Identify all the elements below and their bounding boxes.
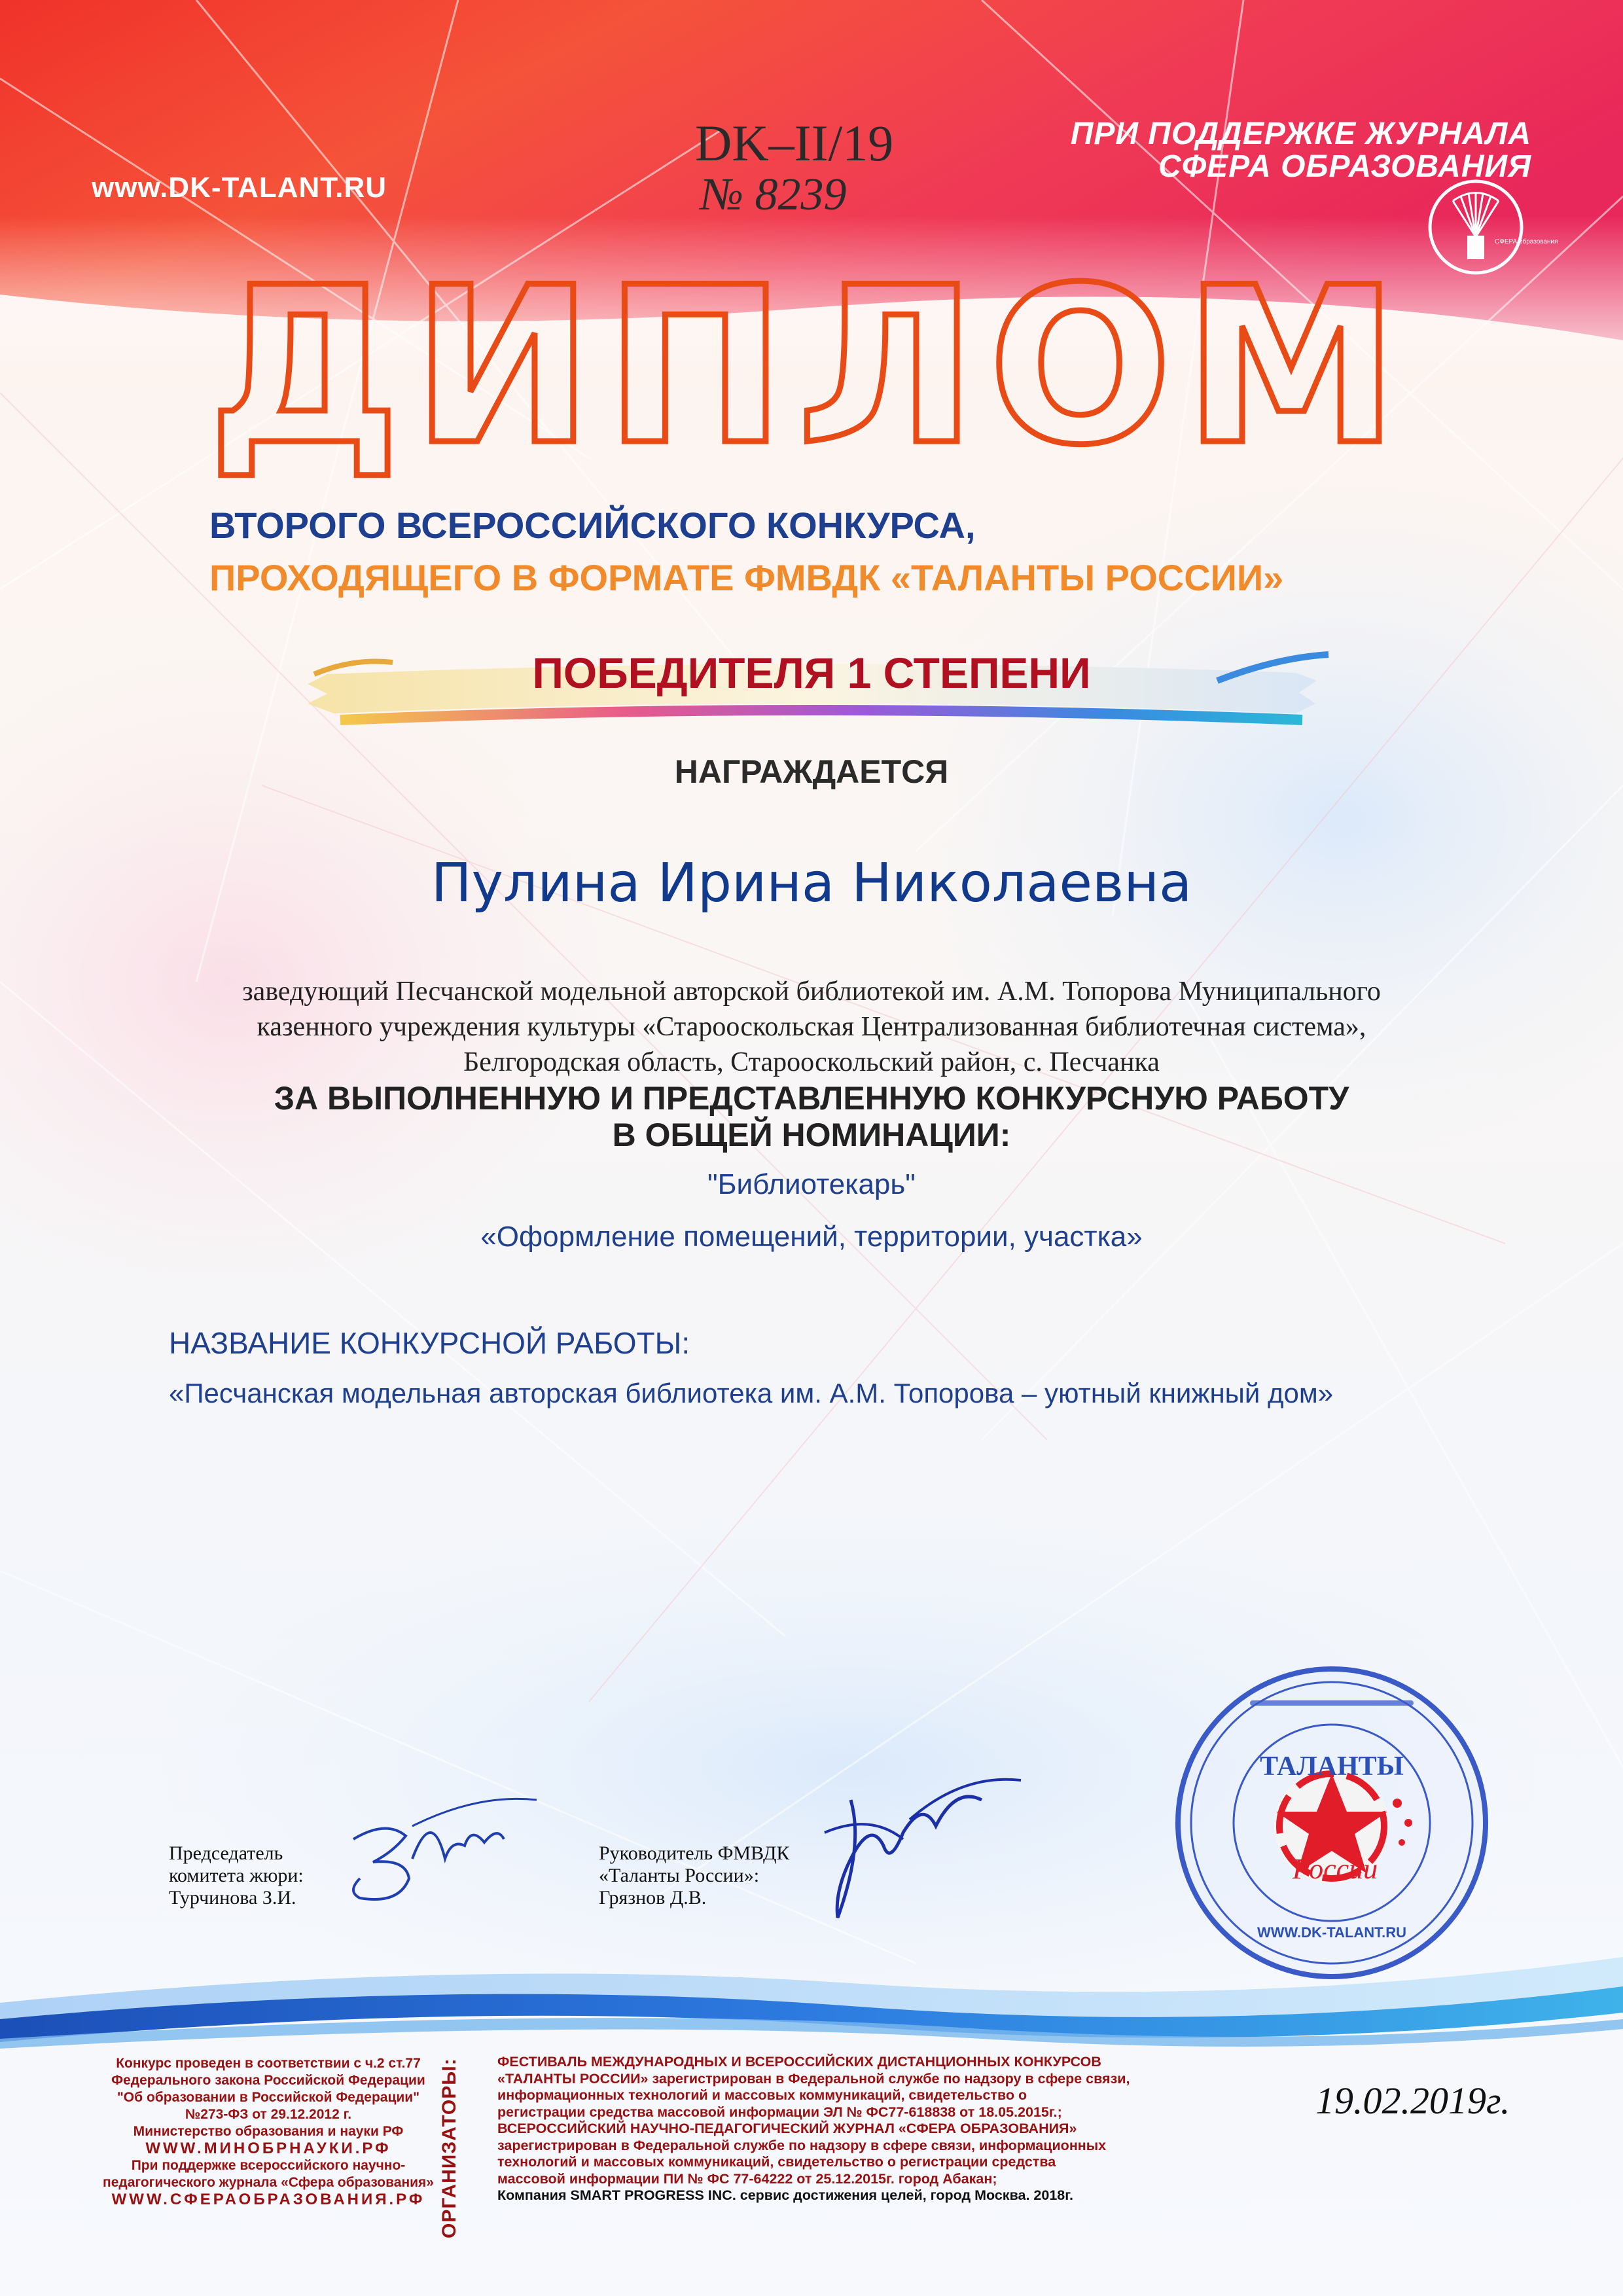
director-signature — [812, 1761, 1027, 1931]
minobrnauki-link[interactable]: WWW.МИНОБРНАУКИ.РФ — [145, 2140, 391, 2157]
footer-left-line: педагогического журнала «Сфера образования» — [103, 2175, 434, 2190]
director-role-1: Руководитель ФМВДК — [599, 1842, 790, 1864]
footer-center-line: зарегистрирован в Федеральной службе по надзору в сфере связи, информационных — [497, 2137, 1107, 2153]
organizers-label: ОРГАНИЗАТОРЫ: — [438, 2058, 460, 2238]
support-line-2: СФЕРА ОБРАЗОВАНИЯ — [1158, 149, 1531, 184]
work-title-label: НАЗВАНИЕ КОНКУРСНОЙ РАБОТЫ: — [169, 1326, 690, 1360]
description-line: заведующий Песчанской модельной авторской библиотекой им. А.М. Топорова Муниципального — [242, 977, 1381, 1007]
support-text — [1071, 118, 1531, 183]
director-role-2: «Таланты России»: — [599, 1865, 760, 1886]
sfera-link[interactable]: WWW.СФЕРАОБРАЗОВАНИЯ.РФ — [111, 2191, 425, 2208]
seal-top-text: ТАЛАНТЫ — [1260, 1751, 1404, 1782]
support-line-1: ПРИ ПОДДЕРЖКЕ ЖУРНАЛА — [1070, 117, 1531, 151]
footer-center-line: «ТАЛАНТЫ РОССИИ» зарегистрирован в Федеральной службе по надзору в сфере связи, — [497, 2070, 1130, 2087]
degree-label: ПОБЕДИТЕЛЯ 1 СТЕПЕНИ — [532, 649, 1091, 697]
diploma-code: DK–II/19 — [695, 115, 894, 171]
chairman-name: Турчинова З.И. — [169, 1887, 296, 1909]
footer-organizers — [497, 2054, 1243, 2204]
subnomination: «Оформление помещений, территории, участка» — [480, 1221, 1143, 1253]
work-title: «Песчанская модельная авторская библиотека им. А.М. Топорова – уютный книжный дом» — [169, 1378, 1334, 1408]
footer-center-line: массовой информации ПИ № ФС 77-64222 от 25.12.2015г. город Абакан; — [497, 2170, 997, 2187]
award-reason-line-1: ЗА ВЫПОЛНЕННУЮ И ПРЕДСТАВЛЕННУЮ КОНКУРСНУЮ РАБОТУ — [274, 1080, 1349, 1117]
description-line: Белгородская область, Старооскольский район, с. Песчанка — [463, 1047, 1160, 1077]
footer-left-line: "Об образовании в Российской Федерации" — [116, 2090, 420, 2105]
footer-center-line: информационных технологий и массовых коммуникаций, свидетельство о — [497, 2087, 1027, 2103]
diploma-number: № 8239 — [700, 170, 847, 220]
footer-left-line: Конкурс проведен в соответствии с ч.2 ст.77 — [116, 2056, 421, 2071]
subtitle-line-1: ВТОРОГО ВСЕРОССИЙСКОГО КОНКУРСА, — [209, 505, 976, 546]
seal-bottom-text: России — [1292, 1853, 1378, 1885]
seal-url: WWW.DK-TALANT.RU — [1257, 1924, 1407, 1941]
nomination: "Библиотекарь" — [707, 1168, 916, 1200]
sfera-logo-text: СФЕРА образования — [1495, 238, 1558, 245]
issue-date: 19.02.2019г. — [1315, 2079, 1510, 2122]
director-signature-block — [599, 1842, 789, 1909]
chairman-role-1: Председатель — [169, 1842, 283, 1864]
footer-center-line: ФЕСТИВАЛЬ МЕЖДУНАРОДНЫХ И ВСЕРОССИЙСКИХ ДИСТАНЦИОННЫХ КОНКУРСОВ — [497, 2054, 1101, 2070]
footer-center-line: регистрации средства массовой информации ЭЛ № ФС77-618838 от 18.05.2015г.; — [497, 2104, 1062, 2120]
site-url[interactable]: www.DK-TALANT.RU — [92, 171, 387, 204]
award-reason — [0, 1080, 1623, 1153]
talenty-rossii-seal — [1171, 1662, 1492, 1983]
recipient-name: Пулина Ирина Николаевна — [431, 852, 1192, 914]
awarded-label: НАГРАЖДАЕТСЯ — [674, 753, 949, 790]
footer-left-line: При поддержке всероссийского научно- — [131, 2158, 406, 2173]
sfera-logo-icon — [1427, 178, 1558, 276]
chairman-signature-block — [169, 1842, 304, 1909]
director-name: Грязнов Д.В. — [599, 1887, 707, 1909]
footer-center-line: Компания SMART PROGRESS INC. сервис достижения целей, город Москва. 2018г. — [497, 2187, 1074, 2203]
chairman-role-2: комитета жюри: — [169, 1865, 304, 1886]
recipient-description — [131, 974, 1492, 1080]
footer-left-line: №273-ФЗ от 29.12.2012 г. — [185, 2107, 352, 2122]
footer-center-line: технологий и массовых коммуникаций, свидетельство о регистрации средства — [497, 2154, 1056, 2170]
description-line: казенного учреждения культуры «Старооскольская Централизованная библиотечная система», — [257, 1012, 1366, 1042]
chairman-signature — [334, 1780, 543, 1924]
award-reason-line-2: В ОБЩЕЙ НОМИНАЦИИ: — [612, 1117, 1011, 1153]
subtitle-line-2: ПРОХОДЯЩЕГО В ФОРМАТЕ ФМВДК «ТАЛАНТЫ РОССИИ» — [209, 557, 1284, 598]
footer-center-line: ВСЕРОССИЙСКИЙ НАУЧНО-ПЕДАГОГИЧЕСКИЙ ЖУРНАЛ «СФЕРА ОБРАЗОВАНИЯ» — [497, 2121, 1077, 2136]
footer-left-line: Министерство образования и науки РФ — [133, 2124, 404, 2139]
footer-left-line: Федерального закона Российской Федерации — [111, 2073, 425, 2088]
diploma-title: ДИПЛОМ — [208, 241, 1411, 492]
footer-legal-left — [92, 2055, 445, 2208]
